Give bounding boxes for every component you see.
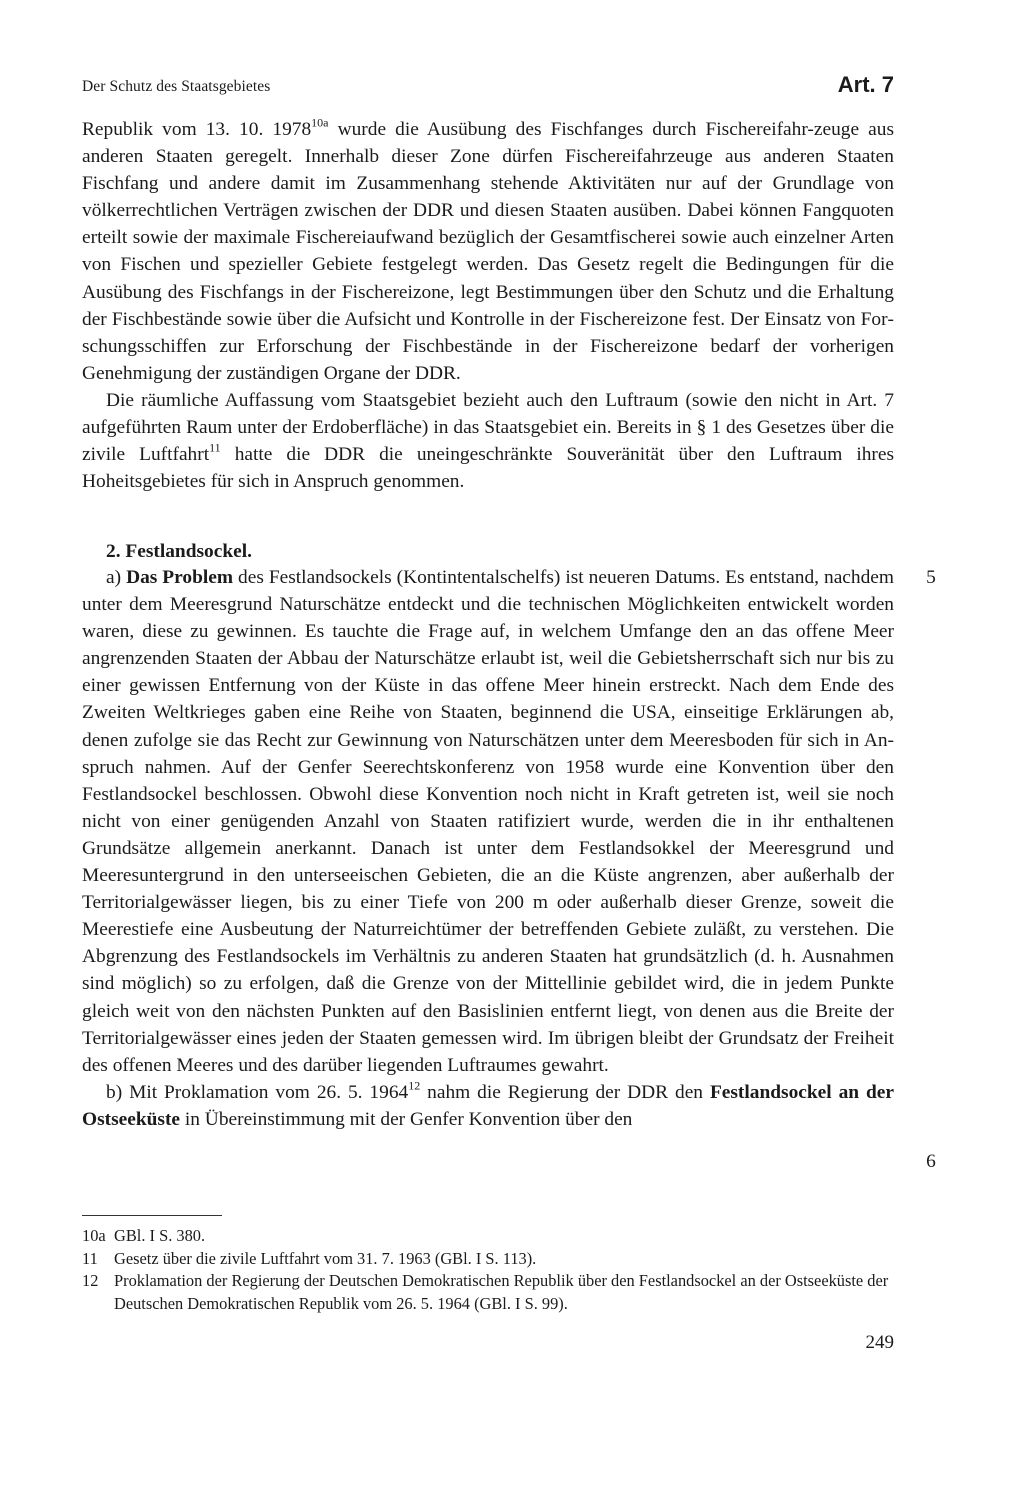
body-text-section-2 [82, 564, 894, 1133]
paragraph-airspace-lead: Die räumliche Auffassung vom Staatsgebiet bezieht auch den Luftraum (sowie den nicht in Art. 7 aufgeführten Raum unter der Erdoberfläche) in das Staatsgebiet ein. Bereits in § 1 des Gesetzes über die zivile Luftfahrt [82, 389, 894, 466]
footnote-11 [82, 1248, 894, 1271]
paragraph-b-text-2: nahm die Regierung der DDR den [420, 1081, 710, 1103]
footnotes [82, 1225, 894, 1315]
paragraph-a-label: a) [106, 567, 127, 588]
paragraph-a-text: des Festlandsockels (Kontintentalschelfs) ist neueren Datums. Es entstand, nachdem unter dem Meeresgrund Naturschätze entdeckt und die technischen Möglichkeiten entwickelt worden waren, diese zu gewinnen. Es tauchte die Frage auf, in welchem Umfange den an das offene Meer angrenzenden Staaten der Abbau der Naturschätze erlaubt ist, weil die Gebietsherrschaft sich nur bis zu einer gewissen Entfernung von der Küste in das offene Meer hinein erstreckt. Nach dem Ende des Zweiten Weltkrieges gaben eine Reihe von Staaten, beginnend die USA, einseitige Erklärungen ab, denen zufolge sie das Recht zur Gewinnung von Naturschätzen unter dem Meeresboden für sich in Anspruch nahmen. Auf der Genfer Seerechtskonferenz von 1958 wurde eine Konvention über den Festlandsockel beschlossen. Obwohl diese Konvention noch nicht in Kraft getreten ist, weil sie noch nicht von einer genügenden Anzahl von Staaten ratifiziert wurde, werden die in ihr enthaltenen Grundsätze allgemein anerkannt. Danach ist unter dem Festlandsokkel der Meeresgrund und Meeresuntergrund in den unterseeischen Gebieten, die an die Küste angrenzen, aber außerhalb der Territorialgewässer liegen, bis zu einer Tiefe von 200 m oder außerhalb dieser Grenze, soweit die Meerestiefe eine Ausbeutung der Naturreichtümer der betreffenden Gebiete zuläßt, zu verstehen. Die Abgrenzung des Festlandsockels im Verhältnis zu anderen Staaten hat grundsätzlich (d. h. Ausnahmen sind möglich) so zu erfolgen, daß die Grenze von der Mittellinie gebildet wird, die in jedem Punkte gleich weit von den nächsten Punkten auf den Basislinien entfernt liegt, von denen aus die Breite der Territorialgewässer eines jeden der Staaten gemessen wird. Im übrigen bleibt der Grundsatz der Freiheit des offenen Meeres und des darüber liegenden Luftraumes gewahrt. [82, 567, 894, 1076]
footnote-number: 10a [82, 1226, 106, 1245]
page-number: 249 [865, 1332, 894, 1353]
article-reference: Art. 7 [837, 72, 894, 97]
paragraph-airspace-text: hatte die DDR die uneingeschränkte Souveränität über den Luftraum ihres Hoheitsgebietes für sich in Anspruch genommen. [82, 444, 895, 493]
running-head: Der Schutz des Staatsgebietes [82, 78, 271, 95]
paragraph-b-text-1: Mit Proklamation vom 26. 5. 1964 [129, 1081, 409, 1103]
paragraph-b-text-3: in Übereinstimmung mit der Genfer Konvention über den [180, 1108, 633, 1130]
paragraph-b [82, 1079, 894, 1133]
footnote-number: 11 [82, 1248, 98, 1268]
margin-number-6: 6 [926, 1151, 936, 1172]
footnote-10a [82, 1225, 894, 1248]
footnote-number: 12 [82, 1271, 99, 1290]
paragraph-a [82, 564, 894, 1079]
paragraph-b-label: b) [106, 1081, 130, 1103]
margin-number-5: 5 [926, 567, 936, 588]
paragraph-fishing-zone-text: wurde die Ausübung des Fischfanges durch Fischereifahr-zeuge aus anderen Staaten geregelt. Innerhalb dieser Zone dürfen Fischereifahrzeuge aus anderen Staaten Fischfang und andere damit im Zusammenhang stehende Aktivitäten nur auf der Grundlage von völkerrechtlichen Verträgen zwischen der DDR und diesen Staaten ausüben. Dabei können Fangquoten erteilt sowie der maximale Fischereiaufwand bezüglich der Gesamtfischerei sowie auch einzelner Arten von Fischen und spezieller Gebiete festgelegt werden. Das Gesetz regelt die Bedingungen für die Ausübung des Fischfangs in der Fischereizone, legt Bestimmungen über den Schutz und die Erhaltung der Fischbestände sowie über die Aufsicht und Kontrolle in der Fischereizone fest. Der Einsatz von Forschungsschiffen zur Erforschung der Fischbestände in der Fischereizone bedarf der vorherigen Genehmigung der zuständigen Organe der DDR. [82, 119, 895, 384]
paragraph-fishing-zone-lead: Republik vom 13. 10. 1978 [82, 119, 312, 140]
paragraph-a-keyword: Das Problem [126, 567, 234, 588]
footnote-text: Gesetz über die zivile Luftfahrt vom 31. 7. 1963 (GBl. I S. 113). [114, 1248, 537, 1268]
footnote-ref-12: 12 [408, 1078, 421, 1093]
footnote-text: Proklamation der Regierung der Deutschen Demokratischen Republik über den Festlandsockel an der Ostseeküste der Deutschen Demokratischen Republik vom 26. 5. 1964 (GBl. I S. 99). [114, 1271, 889, 1313]
body-text [82, 116, 894, 495]
paragraph-airspace [82, 387, 894, 495]
paragraph-b-keyword: Festlandsockel an der Ostseeküste [82, 1081, 894, 1130]
footnote-text: GBl. I S. 380. [114, 1226, 206, 1245]
section-heading-festlandsockel: 2. Festlandsockel. [106, 541, 252, 562]
footnote-12 [82, 1270, 894, 1315]
footnote-ref-11: 11 [209, 440, 221, 455]
footnote-ref-10a: 10a [311, 115, 329, 130]
footnote-divider [82, 1215, 222, 1216]
paragraph-fishing-zone [82, 116, 894, 387]
